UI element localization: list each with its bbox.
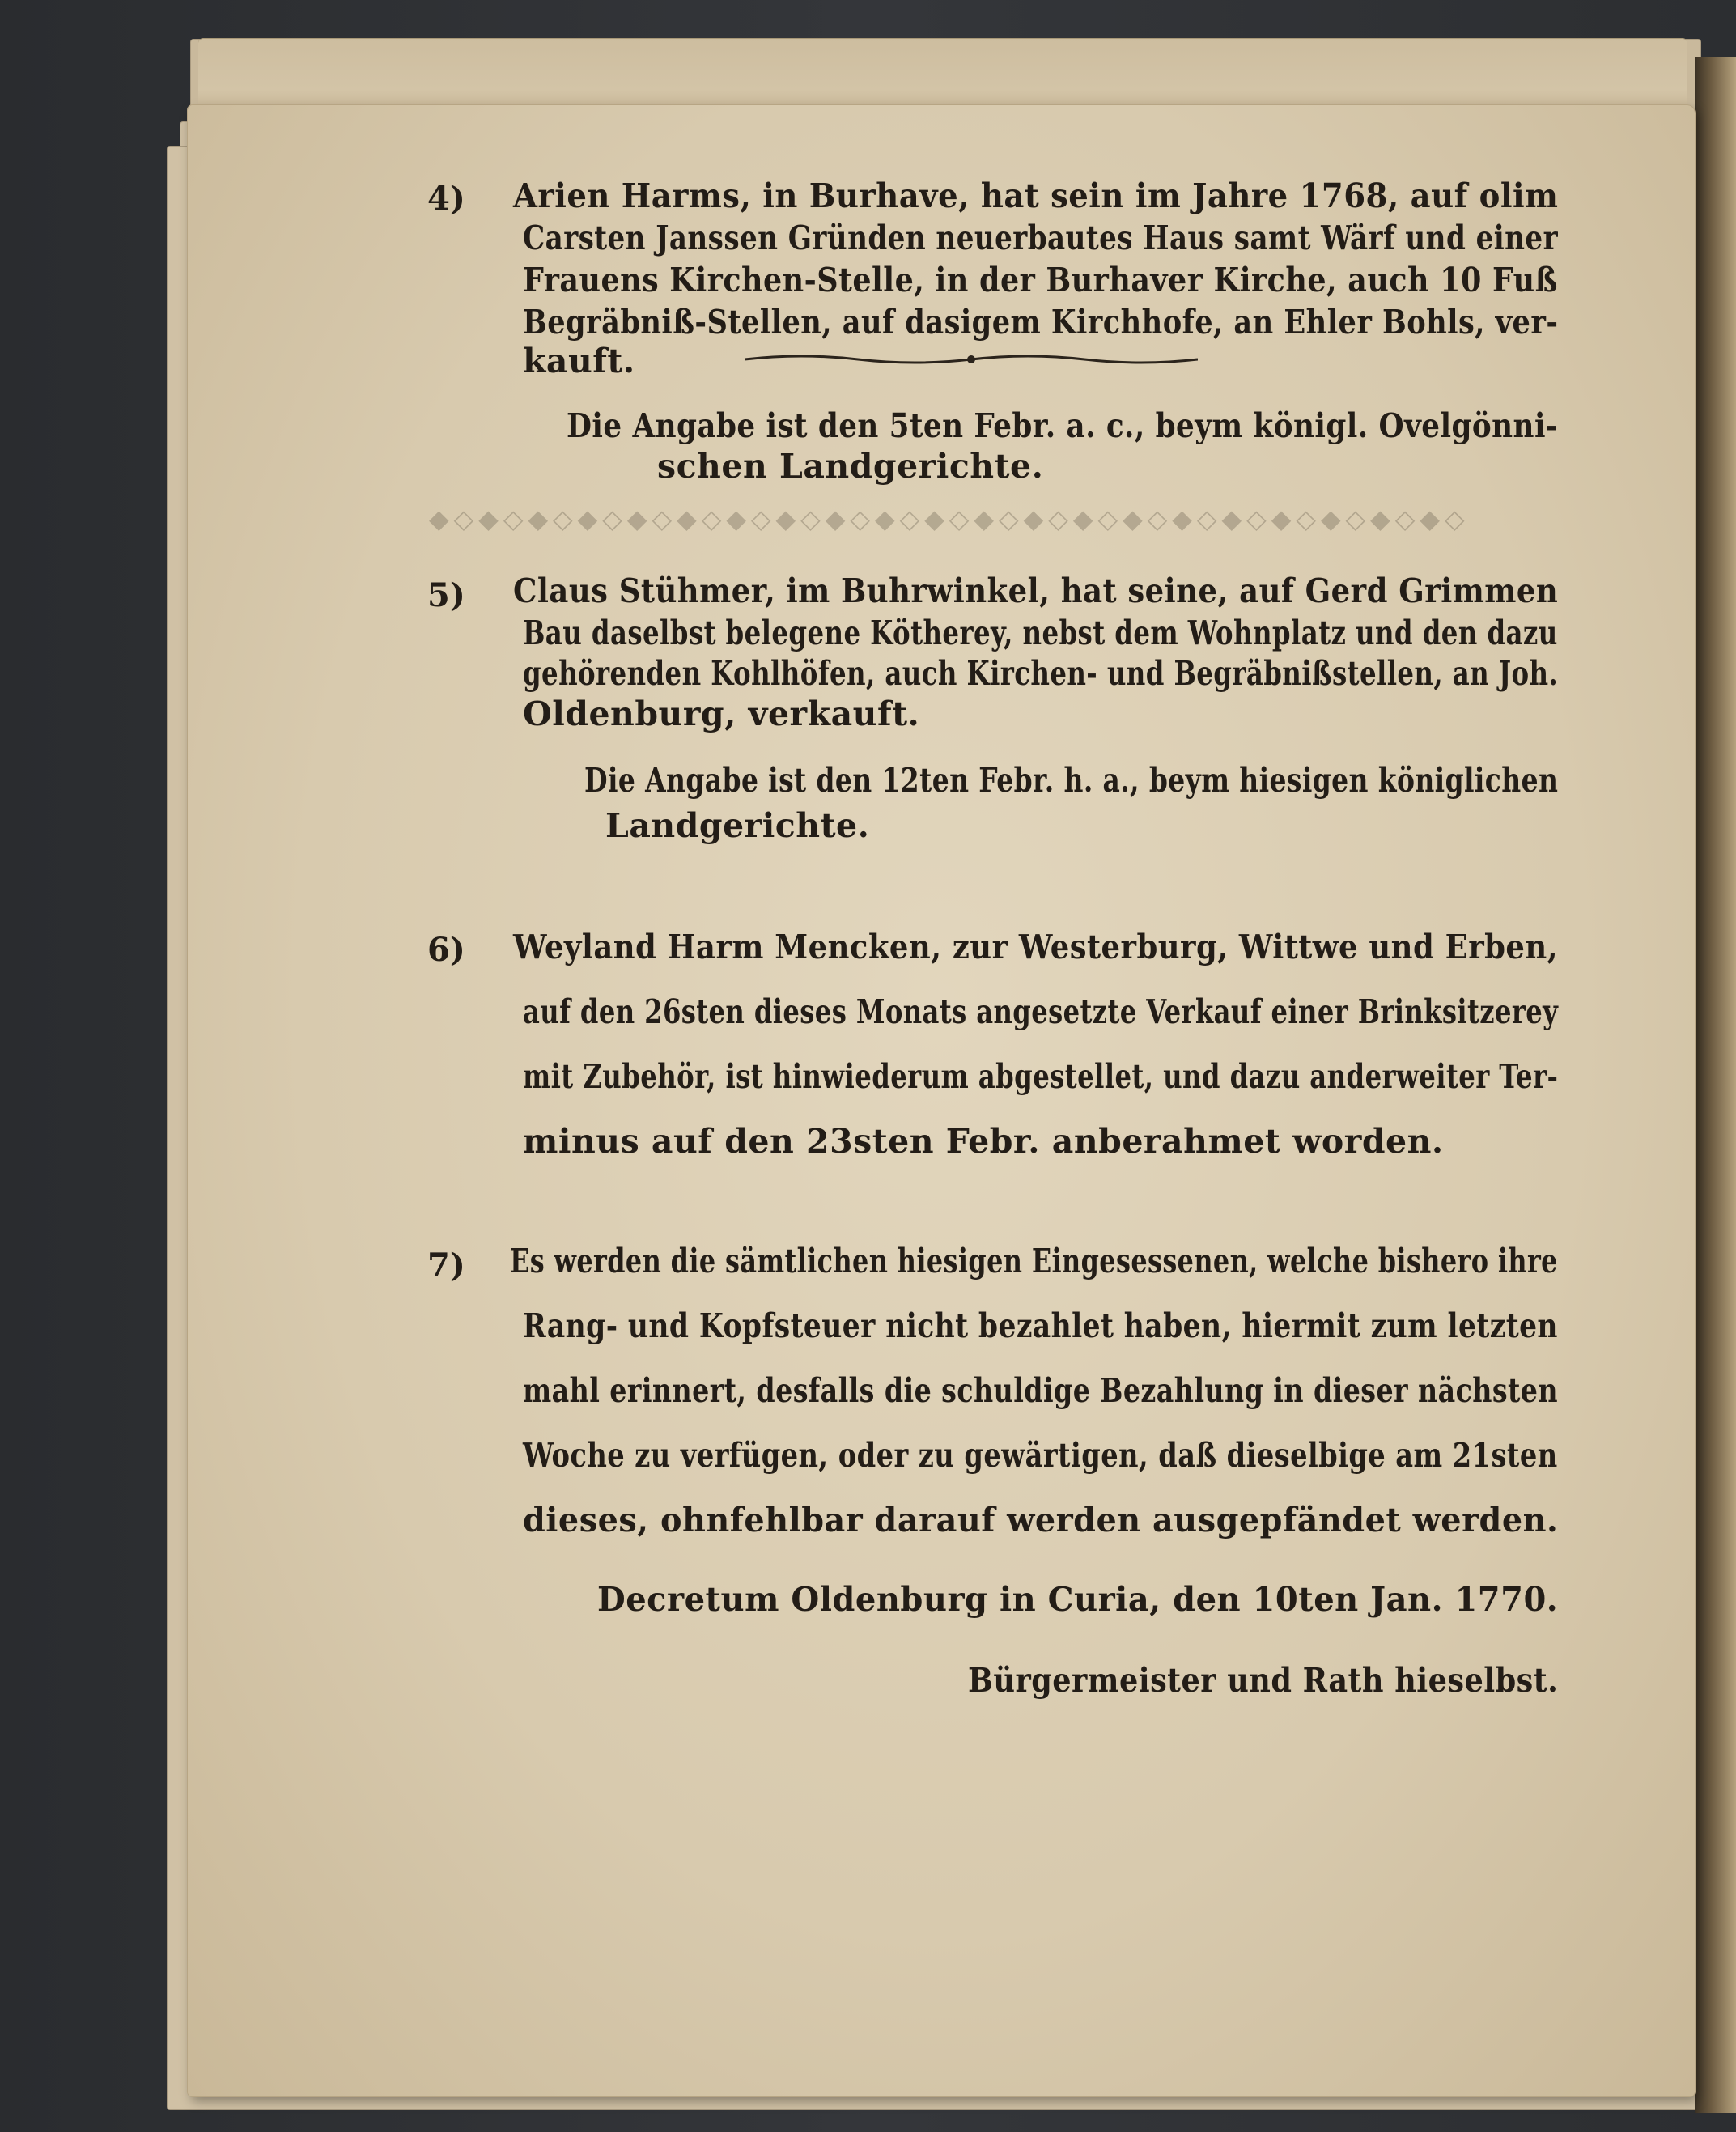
entry-number: 6) xyxy=(427,931,465,969)
ornament-rule xyxy=(745,351,1198,367)
entry-line: Bau daselbst belegene Kötherey, nebst dem Wohnplatz und den dazu xyxy=(523,614,1558,652)
entry-line: Carsten Janssen Gründen neuerbautes Haus samt Wärf und einer xyxy=(523,219,1559,257)
bleed-through-ornament-row: ◆◇◆◇◆◇◆◇◆◇◆◇◆◇◆◇◆◇◆◇◆◇◆◇◆◇◆◇◆◇◆◇◆◇◆◇◆◇◆◇◆◇ xyxy=(429,503,1470,534)
book-gutter xyxy=(1695,57,1736,2113)
document-page xyxy=(188,105,1695,2096)
entry-line: Woche zu verfügen, oder zu gewärtigen, daß dieselbige am 21sten xyxy=(523,1436,1558,1475)
entry-line: Es werden die sämtlichen hiesigen Eingesessenen, welche bishero ihre xyxy=(510,1242,1558,1280)
signature-line: Bürgermeister und Rath hieselbst. xyxy=(968,1661,1559,1700)
entry-line: minus auf den 23sten Febr. anberahmet worden. xyxy=(523,1122,1444,1161)
decree-line: Decretum Oldenburg in Curia, den 10ten Jan. 1770. xyxy=(597,1580,1559,1619)
entry-note-line: Die Angabe ist den 12ten Febr. h. a., beym hiesigen königlichen xyxy=(584,761,1559,800)
entry-line: Begräbniß-Stellen, auf dasigem Kirchhofe, an Ehler Bohls, ver- xyxy=(523,303,1559,342)
entry-line: gehörenden Kohlhöfen, auch Kirchen- und Begräbnißstellen, an Joh. xyxy=(523,654,1559,693)
entry-line: dieses, ohnfehlbar darauf werden ausgepfändet werden. xyxy=(523,1501,1559,1540)
entry-line: Arien Harms, in Burhave, hat sein im Jahre 1768, auf olim xyxy=(513,176,1559,215)
entry-line: kauft. xyxy=(523,342,635,380)
entry-line: auf den 26sten dieses Monats angesetzte Verkauf einer Brinksitzerey xyxy=(523,992,1559,1031)
entry-line: Claus Stühmer, im Buhrwinkel, hat seine, auf Gerd Grimmen xyxy=(513,571,1559,610)
entry-number: 5) xyxy=(427,576,465,614)
top-page-edge xyxy=(198,39,1687,112)
entry-line: Weyland Harm Mencken, zur Westerburg, Wittwe und Erben, xyxy=(513,928,1559,966)
entry-number: 7) xyxy=(427,1246,465,1285)
entry-line: Frauens Kirchen-Stelle, in der Burhaver Kirche, auch 10 Fuß xyxy=(523,261,1558,299)
entry-line: Oldenburg, verkauft. xyxy=(523,694,920,733)
entry-line: Rang- und Kopfsteuer nicht bezahlet haben, hiermit zum letzten xyxy=(523,1306,1558,1345)
entry-note-line: Die Angabe ist den 5ten Febr. a. c., beym königl. Ovelgönni- xyxy=(567,406,1559,445)
entry-line: mit Zubehör, ist hinwiederum abgestellet, und dazu anderweiter Ter- xyxy=(523,1057,1559,1096)
entry-line: mahl erinnert, desfalls die schuldige Bezahlung in dieser nächsten xyxy=(523,1371,1559,1410)
entry-note-line: Landgerichte. xyxy=(605,806,870,845)
entry-number: 4) xyxy=(427,180,465,218)
entry-note-line: schen Landgerichte. xyxy=(657,447,1044,486)
